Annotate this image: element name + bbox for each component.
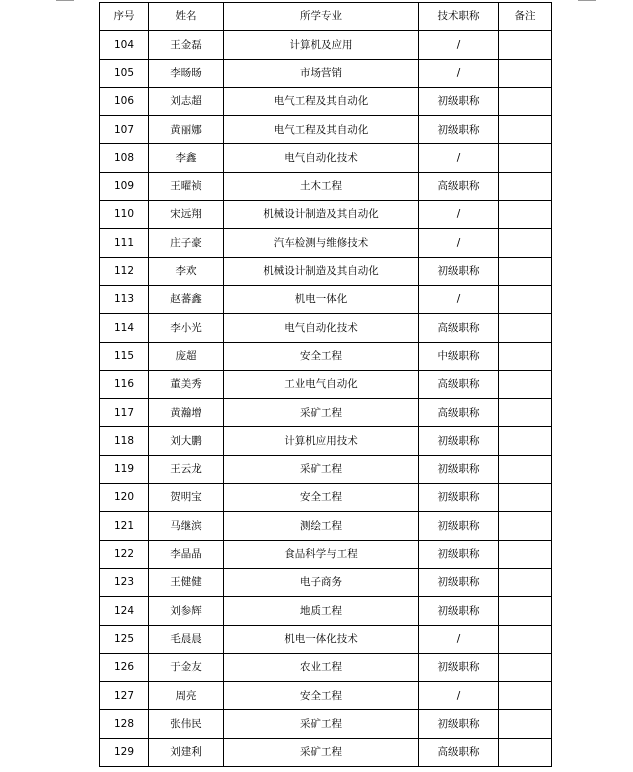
cell-remarks bbox=[499, 738, 552, 766]
cell-technical-title: / bbox=[419, 682, 499, 710]
cell-remarks bbox=[499, 116, 552, 144]
table-row bbox=[100, 285, 552, 313]
table-row bbox=[100, 427, 552, 455]
cell-technical-title: 中级职称 bbox=[419, 342, 499, 370]
cell-remarks bbox=[499, 512, 552, 540]
cell-serial-number: 119 bbox=[100, 455, 149, 483]
cell-major: 采矿工程 bbox=[224, 399, 419, 427]
cell-technical-title: 初级职称 bbox=[419, 540, 499, 568]
cell-remarks bbox=[499, 653, 552, 681]
cell-remarks bbox=[499, 455, 552, 483]
crop-mark-left bbox=[56, 0, 74, 1]
cell-major: 计算机及应用 bbox=[224, 31, 419, 59]
cell-major: 地质工程 bbox=[224, 597, 419, 625]
cell-technical-title: 初级职称 bbox=[419, 568, 499, 596]
cell-remarks bbox=[499, 710, 552, 738]
cell-name: 庞超 bbox=[149, 342, 224, 370]
cell-name: 马继滨 bbox=[149, 512, 224, 540]
cell-technical-title: 初级职称 bbox=[419, 87, 499, 115]
cell-technical-title: 高级职称 bbox=[419, 399, 499, 427]
cell-name: 董美秀 bbox=[149, 370, 224, 398]
cell-technical-title: 初级职称 bbox=[419, 257, 499, 285]
cell-remarks bbox=[499, 484, 552, 512]
cell-name: 王云龙 bbox=[149, 455, 224, 483]
table-row bbox=[100, 625, 552, 653]
header-name: 姓名 bbox=[149, 3, 224, 31]
cell-name: 宋远翔 bbox=[149, 201, 224, 229]
cell-remarks bbox=[499, 59, 552, 87]
crop-mark-right bbox=[578, 0, 596, 1]
table-row bbox=[100, 314, 552, 342]
cell-serial-number: 105 bbox=[100, 59, 149, 87]
table-row bbox=[100, 568, 552, 596]
cell-remarks bbox=[499, 399, 552, 427]
cell-serial-number: 124 bbox=[100, 597, 149, 625]
cell-remarks bbox=[499, 172, 552, 200]
header-technical-title: 技术职称 bbox=[419, 3, 499, 31]
cell-serial-number: 127 bbox=[100, 682, 149, 710]
cell-remarks bbox=[499, 682, 552, 710]
table-row bbox=[100, 370, 552, 398]
cell-major: 汽车检测与维修技术 bbox=[224, 229, 419, 257]
table-row bbox=[100, 540, 552, 568]
table-row bbox=[100, 399, 552, 427]
cell-name: 王金磊 bbox=[149, 31, 224, 59]
cell-serial-number: 107 bbox=[100, 116, 149, 144]
cell-major: 测绘工程 bbox=[224, 512, 419, 540]
cell-name: 张伟民 bbox=[149, 710, 224, 738]
cell-technical-title: / bbox=[419, 229, 499, 257]
cell-serial-number: 118 bbox=[100, 427, 149, 455]
cell-serial-number: 106 bbox=[100, 87, 149, 115]
cell-technical-title: / bbox=[419, 59, 499, 87]
cell-remarks bbox=[499, 625, 552, 653]
cell-name: 王健健 bbox=[149, 568, 224, 596]
cell-technical-title: 初级职称 bbox=[419, 512, 499, 540]
table-header-row bbox=[100, 3, 552, 31]
table-row bbox=[100, 484, 552, 512]
table-row bbox=[100, 201, 552, 229]
cell-remarks bbox=[499, 87, 552, 115]
cell-name: 刘大鹏 bbox=[149, 427, 224, 455]
cell-technical-title: 初级职称 bbox=[419, 484, 499, 512]
cell-major: 土木工程 bbox=[224, 172, 419, 200]
cell-major: 采矿工程 bbox=[224, 738, 419, 766]
cell-major: 电气自动化技术 bbox=[224, 144, 419, 172]
table-row bbox=[100, 710, 552, 738]
cell-name: 黄瀚增 bbox=[149, 399, 224, 427]
cell-major: 安全工程 bbox=[224, 682, 419, 710]
table-row bbox=[100, 342, 552, 370]
cell-serial-number: 109 bbox=[100, 172, 149, 200]
cell-remarks bbox=[499, 342, 552, 370]
header-remarks: 备注 bbox=[499, 3, 552, 31]
cell-major: 机械设计制造及其自动化 bbox=[224, 201, 419, 229]
cell-major: 电气工程及其自动化 bbox=[224, 87, 419, 115]
cell-remarks bbox=[499, 201, 552, 229]
cell-remarks bbox=[499, 285, 552, 313]
cell-major: 机械设计制造及其自动化 bbox=[224, 257, 419, 285]
cell-remarks bbox=[499, 568, 552, 596]
cell-technical-title: 初级职称 bbox=[419, 427, 499, 455]
cell-major: 农业工程 bbox=[224, 653, 419, 681]
cell-technical-title: 初级职称 bbox=[419, 455, 499, 483]
cell-major: 计算机应用技术 bbox=[224, 427, 419, 455]
cell-name: 贺明宝 bbox=[149, 484, 224, 512]
cell-name: 王曜祯 bbox=[149, 172, 224, 200]
table-row bbox=[100, 597, 552, 625]
cell-serial-number: 125 bbox=[100, 625, 149, 653]
cell-remarks bbox=[499, 144, 552, 172]
cell-remarks bbox=[499, 540, 552, 568]
cell-name: 刘志超 bbox=[149, 87, 224, 115]
table-row bbox=[100, 116, 552, 144]
cell-serial-number: 129 bbox=[100, 738, 149, 766]
cell-serial-number: 128 bbox=[100, 710, 149, 738]
cell-major: 安全工程 bbox=[224, 342, 419, 370]
table-row bbox=[100, 144, 552, 172]
cell-name: 庄子豪 bbox=[149, 229, 224, 257]
cell-technical-title: 初级职称 bbox=[419, 653, 499, 681]
cell-remarks bbox=[499, 597, 552, 625]
cell-major: 电气工程及其自动化 bbox=[224, 116, 419, 144]
cell-remarks bbox=[499, 314, 552, 342]
cell-serial-number: 126 bbox=[100, 653, 149, 681]
cell-name: 黄丽娜 bbox=[149, 116, 224, 144]
cell-serial-number: 112 bbox=[100, 257, 149, 285]
cell-name: 李欢 bbox=[149, 257, 224, 285]
table-row bbox=[100, 172, 552, 200]
cell-serial-number: 115 bbox=[100, 342, 149, 370]
header-serial-number: 序号 bbox=[100, 3, 149, 31]
cell-serial-number: 108 bbox=[100, 144, 149, 172]
table-row bbox=[100, 31, 552, 59]
cell-serial-number: 114 bbox=[100, 314, 149, 342]
table-row bbox=[100, 512, 552, 540]
cell-serial-number: 121 bbox=[100, 512, 149, 540]
cell-technical-title: / bbox=[419, 285, 499, 313]
table-row bbox=[100, 738, 552, 766]
cell-remarks bbox=[499, 427, 552, 455]
cell-remarks bbox=[499, 31, 552, 59]
cell-technical-title: 初级职称 bbox=[419, 597, 499, 625]
cell-technical-title: 高级职称 bbox=[419, 370, 499, 398]
cell-serial-number: 116 bbox=[100, 370, 149, 398]
cell-technical-title: 初级职称 bbox=[419, 116, 499, 144]
cell-technical-title: 高级职称 bbox=[419, 738, 499, 766]
cell-remarks bbox=[499, 229, 552, 257]
cell-serial-number: 122 bbox=[100, 540, 149, 568]
cell-name: 周亮 bbox=[149, 682, 224, 710]
cell-remarks bbox=[499, 370, 552, 398]
cell-technical-title: 高级职称 bbox=[419, 172, 499, 200]
cell-serial-number: 120 bbox=[100, 484, 149, 512]
cell-major: 采矿工程 bbox=[224, 710, 419, 738]
cell-major: 电气自动化技术 bbox=[224, 314, 419, 342]
cell-major: 工业电气自动化 bbox=[224, 370, 419, 398]
cell-serial-number: 110 bbox=[100, 201, 149, 229]
table-row bbox=[100, 87, 552, 115]
cell-major: 安全工程 bbox=[224, 484, 419, 512]
cell-name: 于金友 bbox=[149, 653, 224, 681]
cell-serial-number: 104 bbox=[100, 31, 149, 59]
cell-name: 李小光 bbox=[149, 314, 224, 342]
cell-technical-title: 高级职称 bbox=[419, 314, 499, 342]
cell-technical-title: 初级职称 bbox=[419, 710, 499, 738]
header-major: 所学专业 bbox=[224, 3, 419, 31]
cell-technical-title: / bbox=[419, 625, 499, 653]
cell-serial-number: 113 bbox=[100, 285, 149, 313]
cell-technical-title: / bbox=[419, 144, 499, 172]
cell-major: 采矿工程 bbox=[224, 455, 419, 483]
cell-name: 刘建利 bbox=[149, 738, 224, 766]
cell-name: 李晶晶 bbox=[149, 540, 224, 568]
cell-name: 李旸旸 bbox=[149, 59, 224, 87]
cell-name: 毛晨晨 bbox=[149, 625, 224, 653]
table-row bbox=[100, 229, 552, 257]
cell-major: 电子商务 bbox=[224, 568, 419, 596]
cell-serial-number: 117 bbox=[100, 399, 149, 427]
cell-name: 赵蕃鑫 bbox=[149, 285, 224, 313]
cell-serial-number: 111 bbox=[100, 229, 149, 257]
cell-major: 机电一体化技术 bbox=[224, 625, 419, 653]
cell-major: 食品科学与工程 bbox=[224, 540, 419, 568]
cell-name: 刘参辉 bbox=[149, 597, 224, 625]
table-row bbox=[100, 682, 552, 710]
cell-serial-number: 123 bbox=[100, 568, 149, 596]
cell-technical-title: / bbox=[419, 201, 499, 229]
table-row bbox=[100, 653, 552, 681]
cell-technical-title: / bbox=[419, 31, 499, 59]
table-row bbox=[100, 59, 552, 87]
table-row bbox=[100, 455, 552, 483]
cell-major: 机电一体化 bbox=[224, 285, 419, 313]
table-row bbox=[100, 257, 552, 285]
cell-remarks bbox=[499, 257, 552, 285]
personnel-table bbox=[99, 2, 552, 767]
cell-name: 李鑫 bbox=[149, 144, 224, 172]
cell-major: 市场营销 bbox=[224, 59, 419, 87]
